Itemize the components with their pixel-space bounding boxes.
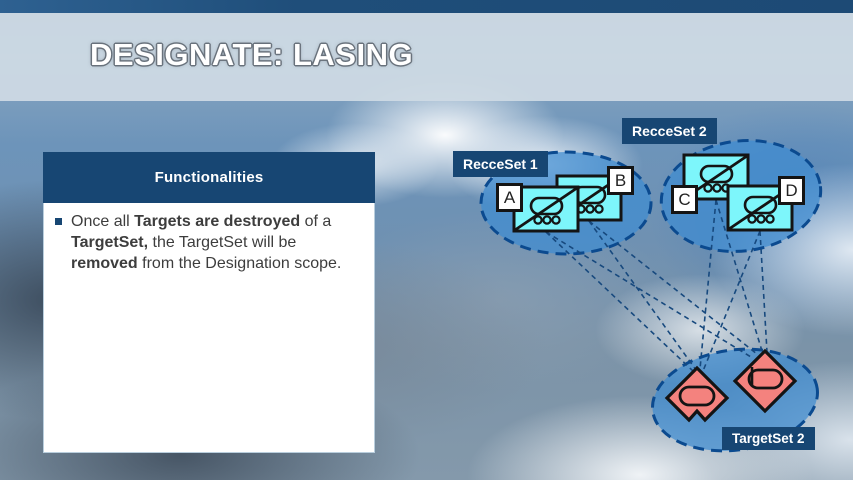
unit-label-b: B	[607, 166, 634, 195]
bullet-square-icon	[55, 218, 62, 225]
target-set-2-label: TargetSet 2	[722, 427, 815, 450]
text-segment: TargetSet,	[71, 234, 149, 251]
bullet-text	[71, 211, 361, 274]
unit-label-c: C	[671, 185, 698, 214]
functionalities-body	[44, 203, 374, 274]
unit-label-d: D	[778, 176, 805, 205]
recce-set-1-label: RecceSet 1	[453, 151, 548, 177]
unit-label-a: A	[496, 183, 523, 212]
text-segment: of a	[300, 213, 332, 230]
slide-title: DESIGNATE: LASING	[90, 37, 414, 72]
text-segment: removed	[71, 255, 138, 272]
text-segment: from the Designation scope.	[137, 255, 342, 272]
text-segment: Once all	[71, 213, 135, 230]
functionalities-panel	[43, 152, 375, 453]
text-segment: the TargetSet will be	[148, 234, 297, 251]
text-segment: Targets are destroyed	[134, 213, 301, 230]
functionalities-header: Functionalities	[43, 152, 375, 203]
recce-set-2-label: RecceSet 2	[622, 118, 717, 144]
recce-unit-icon-a	[514, 187, 578, 231]
